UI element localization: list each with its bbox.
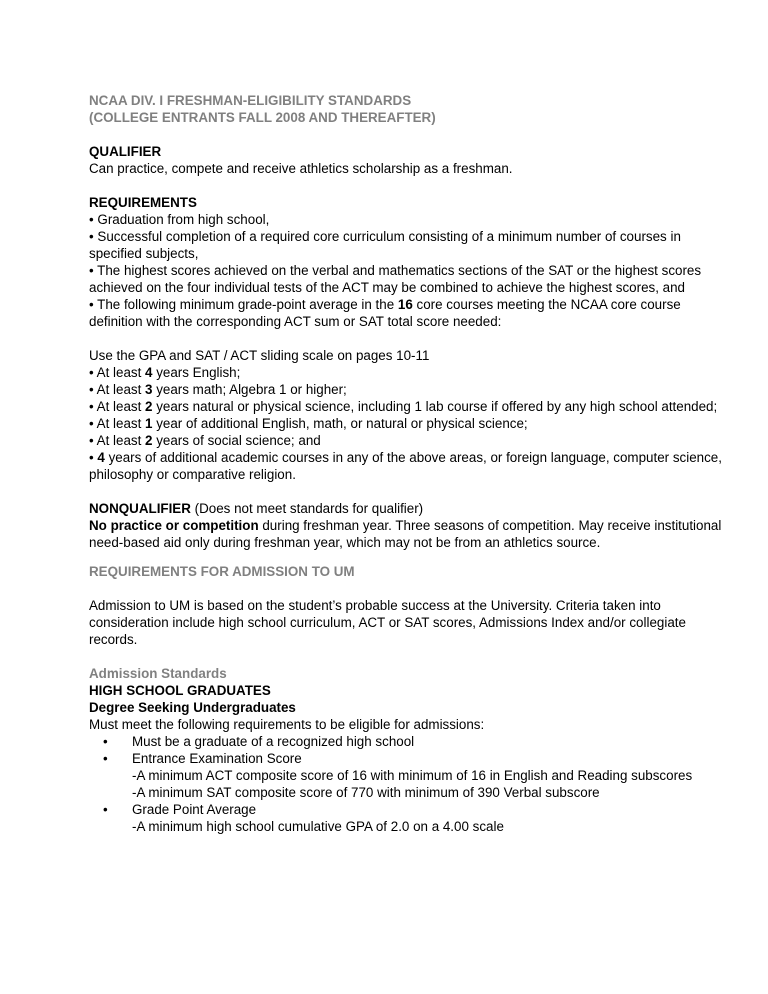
standards-item [89, 733, 728, 750]
gpa-pre: • The following minimum grade-point average in the [89, 297, 398, 312]
item-count: 1 [145, 416, 153, 431]
qualifier-heading: QUALIFIER [89, 144, 162, 159]
requirement-item-gpa [89, 296, 728, 330]
requirement-item: • Successful completion of a required core curriculum consisting of a minimum number of courses in specified subjects, [89, 229, 681, 261]
core-course-item [89, 364, 728, 381]
item-pre: • At least [89, 365, 146, 380]
core-course-list [89, 364, 728, 483]
admission-section [89, 563, 728, 648]
nonqualifier-note: (Does not meet standards for qualifier) [190, 501, 424, 516]
core-course-item [89, 398, 728, 415]
item-post: years natural or physical science, including 1 lab course if offered by any high school attended; [152, 399, 718, 414]
item-post: years English; [152, 365, 241, 380]
requirements-list [89, 211, 728, 330]
gpa-core-count: 16 [397, 297, 413, 312]
core-course-item [89, 381, 728, 398]
item-pre: • At least [89, 416, 146, 431]
item-pre: • At least [89, 382, 146, 397]
item-pre: • [89, 450, 98, 465]
qualifier-section [89, 143, 728, 177]
title-line-2: (COLLEGE ENTRANTS FALL 2008 AND THEREAFTER) [89, 110, 436, 125]
nonqualifier-heading-line [89, 500, 728, 517]
bullet-icon: • [103, 734, 108, 749]
standards-heading: Admission Standards [89, 666, 227, 681]
nonqualifier-heading: NONQUALIFIER [89, 501, 191, 516]
item-count: 4 [145, 365, 153, 380]
standards-section [89, 665, 728, 835]
item-post: years of social science; and [152, 433, 321, 448]
bullet-icon: • [103, 751, 108, 766]
standards-detail: -A minimum high school cumulative GPA of 2.0 on a 4.00 scale [132, 819, 504, 834]
core-course-item [89, 432, 728, 449]
standards-intro: Must meet the following requirements to be eligible for admissions: [89, 717, 485, 732]
standards-detail: -A minimum ACT composite score of 16 with minimum of 16 in English and Reading subscores [132, 768, 693, 783]
standards-list [89, 733, 728, 835]
gpa-post: core courses meeting the NCAA core course definition with the corresponding ACT sum or SAT total score needed: [89, 297, 681, 329]
standards-detail: -A minimum SAT composite score of 770 with minimum of 390 Verbal subscore [132, 785, 600, 800]
item-post: years of additional academic courses in any of the above areas, or foreign language, computer science, philosophy or comparative religion. [89, 450, 722, 482]
item-pre: • At least [89, 433, 146, 448]
nonqualifier-body: during freshman year. Three seasons of competition. May receive institutional need-based aid only during freshman year, which may not be from an athletics source. [89, 518, 722, 550]
core-course-item [89, 415, 728, 432]
standards-item-label: Must be a graduate of a recognized high school [132, 734, 415, 749]
standards-item-label: Entrance Examination Score [132, 751, 302, 766]
item-count: 4 [97, 450, 105, 465]
document-title [89, 92, 728, 126]
requirements-heading: REQUIREMENTS [89, 195, 197, 210]
nonqualifier-section [89, 500, 728, 551]
standards-subheading-1: HIGH SCHOOL GRADUATES [89, 683, 271, 698]
sliding-scale-section [89, 347, 728, 483]
requirement-item: • The highest scores achieved on the verbal and mathematics sections of the SAT or the highest scores achieved on the four individual tests of the ACT may be combined to achieve the highest scores, and [89, 263, 702, 295]
standards-item-label: Grade Point Average [132, 802, 257, 817]
nonqualifier-text [89, 517, 728, 551]
standards-item [89, 750, 728, 801]
standards-item [89, 801, 728, 835]
admission-text: Admission to UM is based on the student’s probable success at the University. Criteria taken into consideration include high school curriculum, ACT or SAT scores, Admissions Index and/or collegiate records. [89, 598, 686, 647]
title-line-1: NCAA DIV. I FRESHMAN-ELIGIBILITY STANDARDS [89, 93, 412, 108]
bullet-icon: • [103, 802, 108, 817]
item-count: 2 [145, 399, 153, 414]
nonqualifier-lead: No practice or competition [89, 518, 259, 533]
qualifier-text: Can practice, compete and receive athletics scholarship as a freshman. [89, 161, 513, 176]
core-course-item [89, 449, 728, 483]
item-count: 3 [145, 382, 153, 397]
requirement-item: • Graduation from high school, [89, 212, 270, 227]
item-pre: • At least [89, 399, 146, 414]
admission-heading: REQUIREMENTS FOR ADMISSION TO UM [89, 564, 355, 579]
item-post: year of additional English, math, or natural or physical science; [152, 416, 528, 431]
standards-subheading-2: Degree Seeking Undergraduates [89, 700, 296, 715]
sliding-scale-intro: Use the GPA and SAT / ACT sliding scale on pages 10-11 [89, 348, 430, 363]
item-count: 2 [145, 433, 153, 448]
requirements-section [89, 194, 728, 330]
item-post: years math; Algebra 1 or higher; [152, 382, 347, 397]
